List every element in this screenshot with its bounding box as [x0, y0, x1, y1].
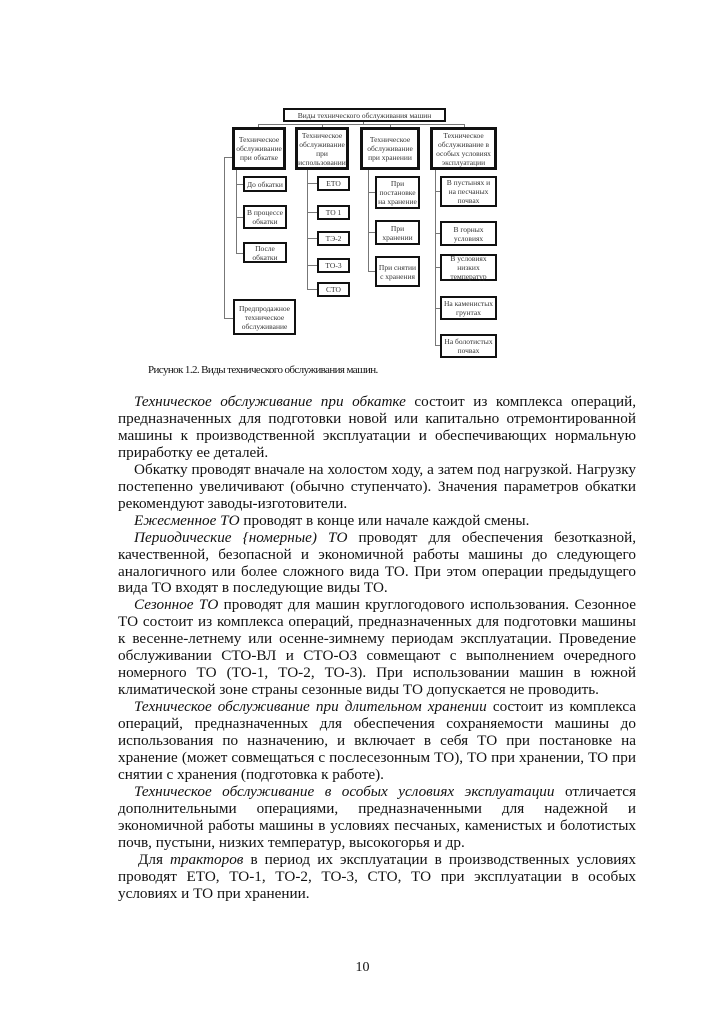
emphasis: Техническое обслуживание при длительном хранении — [134, 698, 487, 716]
diagram-node: После обкатки — [243, 242, 287, 263]
diagram-node: При снятии с хранения — [375, 256, 420, 287]
diagram-node: До обкатки — [243, 176, 287, 192]
connector — [307, 289, 317, 290]
connector — [368, 271, 375, 272]
diagram-column-header: Техническое обслуживание в особых условиях эксплуатации — [430, 127, 497, 170]
paragraph-text: Для — [138, 850, 170, 868]
diagram-node: ТО 1 — [317, 205, 350, 220]
diagram-column-header: Техническое обслуживание при обкатке — [232, 127, 286, 170]
connector — [435, 170, 436, 346]
paragraph — [118, 852, 636, 903]
diagram-column-header: Техническое обслуживание при использовании — [295, 127, 349, 170]
diagram-node: Предпродажное техническое обслуживание — [233, 299, 296, 335]
diagram-node: На болотистых почвах — [440, 334, 497, 358]
connector — [307, 265, 317, 266]
connector — [236, 253, 243, 254]
connector — [368, 232, 375, 233]
connector — [307, 183, 317, 184]
paragraph — [118, 462, 636, 513]
connector — [236, 217, 243, 218]
diagram-node: ЕТО — [317, 176, 350, 191]
connector — [307, 238, 317, 239]
diagram-node: В условиях низких температур — [440, 254, 497, 281]
paragraph — [118, 513, 636, 530]
paragraph-text: отличается дополнительными операциями, предназначенными для надежной и экономичной работы машины в условиях песчаных, каменистых и болотистых почв, пустыни, низких температур, высокогорья и др. — [118, 782, 636, 851]
diagram-node: В пустынях и на песчаных почвах — [440, 176, 497, 207]
paragraph — [118, 530, 636, 598]
emphasis: Ежесменное ТО — [134, 511, 240, 529]
connector — [368, 192, 375, 193]
connector — [307, 212, 317, 213]
paragraph-text: Обкатку проводят вначале на холостом ходу, а затем под нагрузкой. Нагрузку постепенно увеличивают (обычно ступенчато). Значения параметров обкатки рекомендуют заводы-изготовители. — [118, 460, 636, 512]
paragraph-text: проводят в конце или начале каждой смены. — [239, 511, 530, 529]
connector — [307, 170, 308, 290]
diagram-node: На каменистых грунтах — [440, 296, 497, 320]
paragraph — [118, 784, 636, 852]
diagram-node: В процессе обкатки — [243, 205, 287, 229]
paragraph — [118, 699, 636, 784]
connector — [368, 170, 369, 272]
emphasis: Периодические {номерные) ТО — [134, 528, 348, 546]
diagram-node: При хранении — [375, 220, 420, 245]
paragraph — [118, 394, 636, 462]
body-text — [118, 394, 636, 903]
paragraph-text: проводят для машин круглогодового использования. Сезонное ТО состоит из комплекса операций, предназначенных для подготовки машины к весенне-летнему или осенне-зимнему периодам эксплуатации. Проведение обслуживании СТО-ВЛ и СТО-ОЗ совмещают с выполнением очередного номерного ТО (ТО-1, ТО-2, ТО-3). При использовании машин в южной климатической зоне страны сезонные виды ТО допускается не проводить. — [118, 596, 636, 699]
diagram-node: В горных условиях — [440, 221, 497, 246]
diagram-column-header: Техническое обслуживание при хранении — [360, 127, 420, 170]
paragraph-text: состоит из комплекса операций, предназначенных для обеспечения сохраняемости машины до использования по назначению, и включает в себя ТО при постановке на хранение (может совмещаться с послесезонным ТО), ТО при хранении, ТО при снятии с хранения (подготовка к работе). — [118, 698, 636, 783]
figure-caption: Рисунок 1.2. Виды технического обслуживания машин. — [148, 364, 378, 376]
diagram-node: При постановке на хранение — [375, 176, 420, 209]
diagram-node: СТО — [317, 282, 350, 297]
connector — [236, 184, 243, 185]
emphasis: Техническое обслуживание в особых условиях эксплуатации — [134, 782, 555, 800]
page-number: 10 — [355, 960, 370, 975]
diagram-node: ТЭ-2 — [317, 231, 350, 246]
connector — [236, 170, 237, 253]
diagram-root: Виды технического обслуживания машин — [283, 108, 446, 122]
diagram-node: ТО-3 — [317, 258, 350, 273]
emphasis: тракторов — [169, 850, 244, 868]
connector — [258, 124, 465, 125]
paragraph-text: в период их эксплуатации в производственных условиях проводят ЕТО, ТО-1, ТО-2, ТО-3, СТО, ТО при эксплуатации в особых условиях и ТО при хранении. — [118, 850, 636, 902]
paragraph — [118, 597, 636, 699]
connector — [224, 157, 225, 319]
emphasis: Техническое обслуживание при обкатке — [134, 393, 406, 410]
paragraph-text: проводят для обеспечения безотказной, качественной, безопасной и экономичной работы машины до следующего аналогичного или более сложного вида ТО. При этом операции предыдущего вида ТО входят в последующие виды ТО. — [118, 528, 637, 597]
emphasis: Сезонное ТО — [134, 596, 219, 614]
connector — [224, 318, 233, 319]
paragraph-text: состоит из комплекса операций, предназначенных для подготовки новой или капитально отремонтированной машины к производственной эксплуатации и обеспечивающих нормальную приработку ее деталей. — [118, 393, 636, 461]
